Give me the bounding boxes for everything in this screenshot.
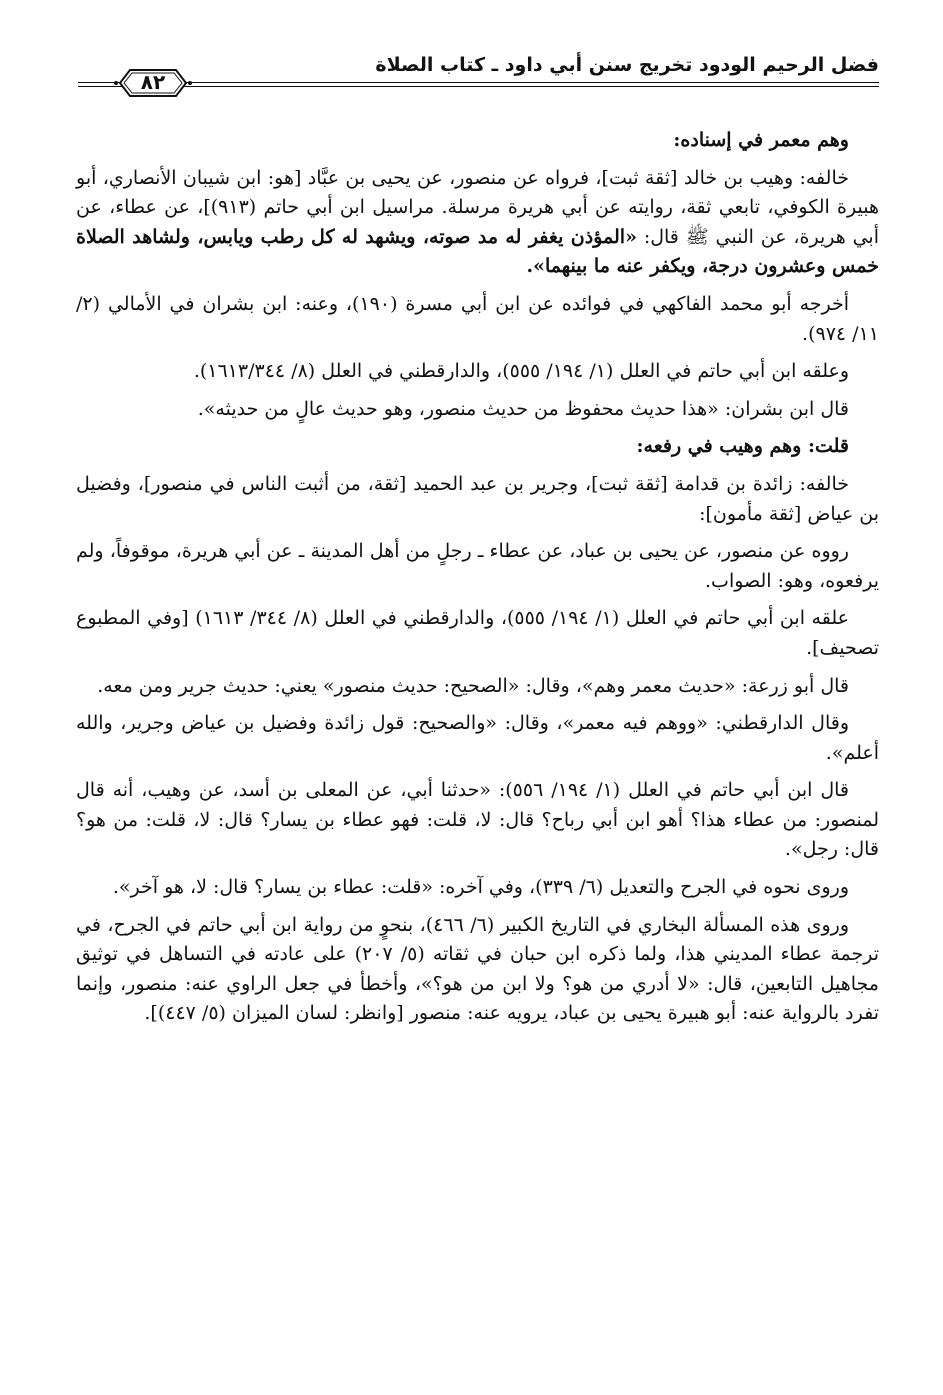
paragraph: قال ابن بشران: «هذا حديث محفوظ من حديث منصور، وهو حديث عالٍ من حديثه». [197,397,849,420]
paragraph: وقال الدارقطني: «ووهم فيه معمر»، وقال: «والصحيح: قول زائدة وفضيل بن عياض وجرير، والله أعلم». [76,712,879,764]
paragraph: رووه عن منصور، عن يحيى بن عباد، عن عطاء ـ رجلٍ من أهل المدينة ـ عن أبي هريرة، موقوفاً، ولم يرفعوه، وهو: الصواب. [76,540,879,592]
header-rule-bottom [78,86,879,87]
page-body [76,126,879,1037]
header-rule-top [78,82,879,83]
paragraph: علقه ابن أبي حاتم في العلل (١/ ١٩٤/ ٥٥٥)، والدارقطني في العلل (٨/ ٣٤٤/ ١٦١٣) [وفي المطبوع تصحيف]. [76,607,879,659]
section-heading: قلت: وهم وهيب في رفعه: [636,435,849,458]
paragraph: أخرجه أبو محمد الفاكهي في فوائده عن ابن أبي مسرة (١٩٠)، وعنه: ابن بشران في الأمالي (٢/ ١١/ ٩٧٤). [76,292,879,345]
section-heading: وهم معمر في إسناده: [673,129,849,151]
paragraph: قال أبو زرعة: «حديث معمر وهم»، وقال: «الصحيح: حديث منصور» يعني: حديث جرير ومن معه. [97,674,849,697]
page-number-ornament [112,66,194,100]
paragraph: وعلقه ابن أبي حاتم في العلل (١/ ١٩٤/ ٥٥٥)، والدارقطني في العلل (٨/ ١٦١٣/٣٤٤). [193,360,849,383]
paragraph-text: خالفه: وهيب بن خالد [ثقة ثبت]، فرواه عن منصور، عن يحيى بن عبَّاد [هو: ابن شيبان الأنصاري، أبو هبيرة الكوفي، تابعي ثقة، روايته عن أبي هريرة مرسلة. مراسيل ابن أبي حاتم (٩١٣)]، عن عطاء، عن أبي هريرة، عن النبي ﷺ قال: [76,166,880,248]
paragraph [76,164,879,282]
hadith-text: «المؤذن يغفر له مد صوته، ويشهد له كل رطب ويابس، ولشاهد الصلاة خمس وعشرون درجة، ويكفر عنه ما بينهما». [76,225,879,278]
header-rule-left [78,82,108,87]
paragraph: خالفه: زائدة بن قدامة [ثقة ثبت]، وجرير بن عبد الحميد [ثقة، من أثبت الناس في منصور]، وفضيل بن عياض [ثقة مأمون]: [76,472,879,525]
paragraph: قال ابن أبي حاتم في العلل (١/ ١٩٤/ ٥٥٦): «حدثنا أبي، عن المعلى بن أسد، عن وهيب، أنه قال لمنصور: من عطاء هذا؟ أهو ابن أبي رباح؟ قال: لا، قلت: فهو عطاء بن يسار؟ قال: لا، قلت: من هو؟ قال: رجل». [76,779,879,861]
page-header [78,52,879,104]
paragraph: وروى هذه المسألة البخاري في التاريخ الكبير (٦/ ٤٦٦)، بنحوٍ من رواية ابن أبي حاتم في الجرح، في ترجمة عطاء المديني هذا، ولما ذكره ابن حبان في ثقاته (٥/ ٢٠٧) على عادته في التساهل في توثيق مجاهيل التابعين، قال: «لا أدري من هو؟ ولا ابن من هو؟»، وأخطأ في جعل الراوي عنه: منصور، وإنما تفرد بالرواية عنه: أبو هبيرة يحيى بن عباد، يرويه عنه: منصور [وانظر: لسان الميزان (٥/ ٤٤٧)]. [76,913,879,1025]
page-number: ٨٢ [140,70,166,94]
paragraph: وروى نحوه في الجرح والتعديل (٦/ ٣٣٩)، وفي آخره: «قلت: عطاء بن يسار؟ قال: لا، هو آخر». [112,876,849,899]
running-title: فضل الرحيم الودود تخريج سنن أبي داود ـ كتاب الصلاة [375,54,879,76]
